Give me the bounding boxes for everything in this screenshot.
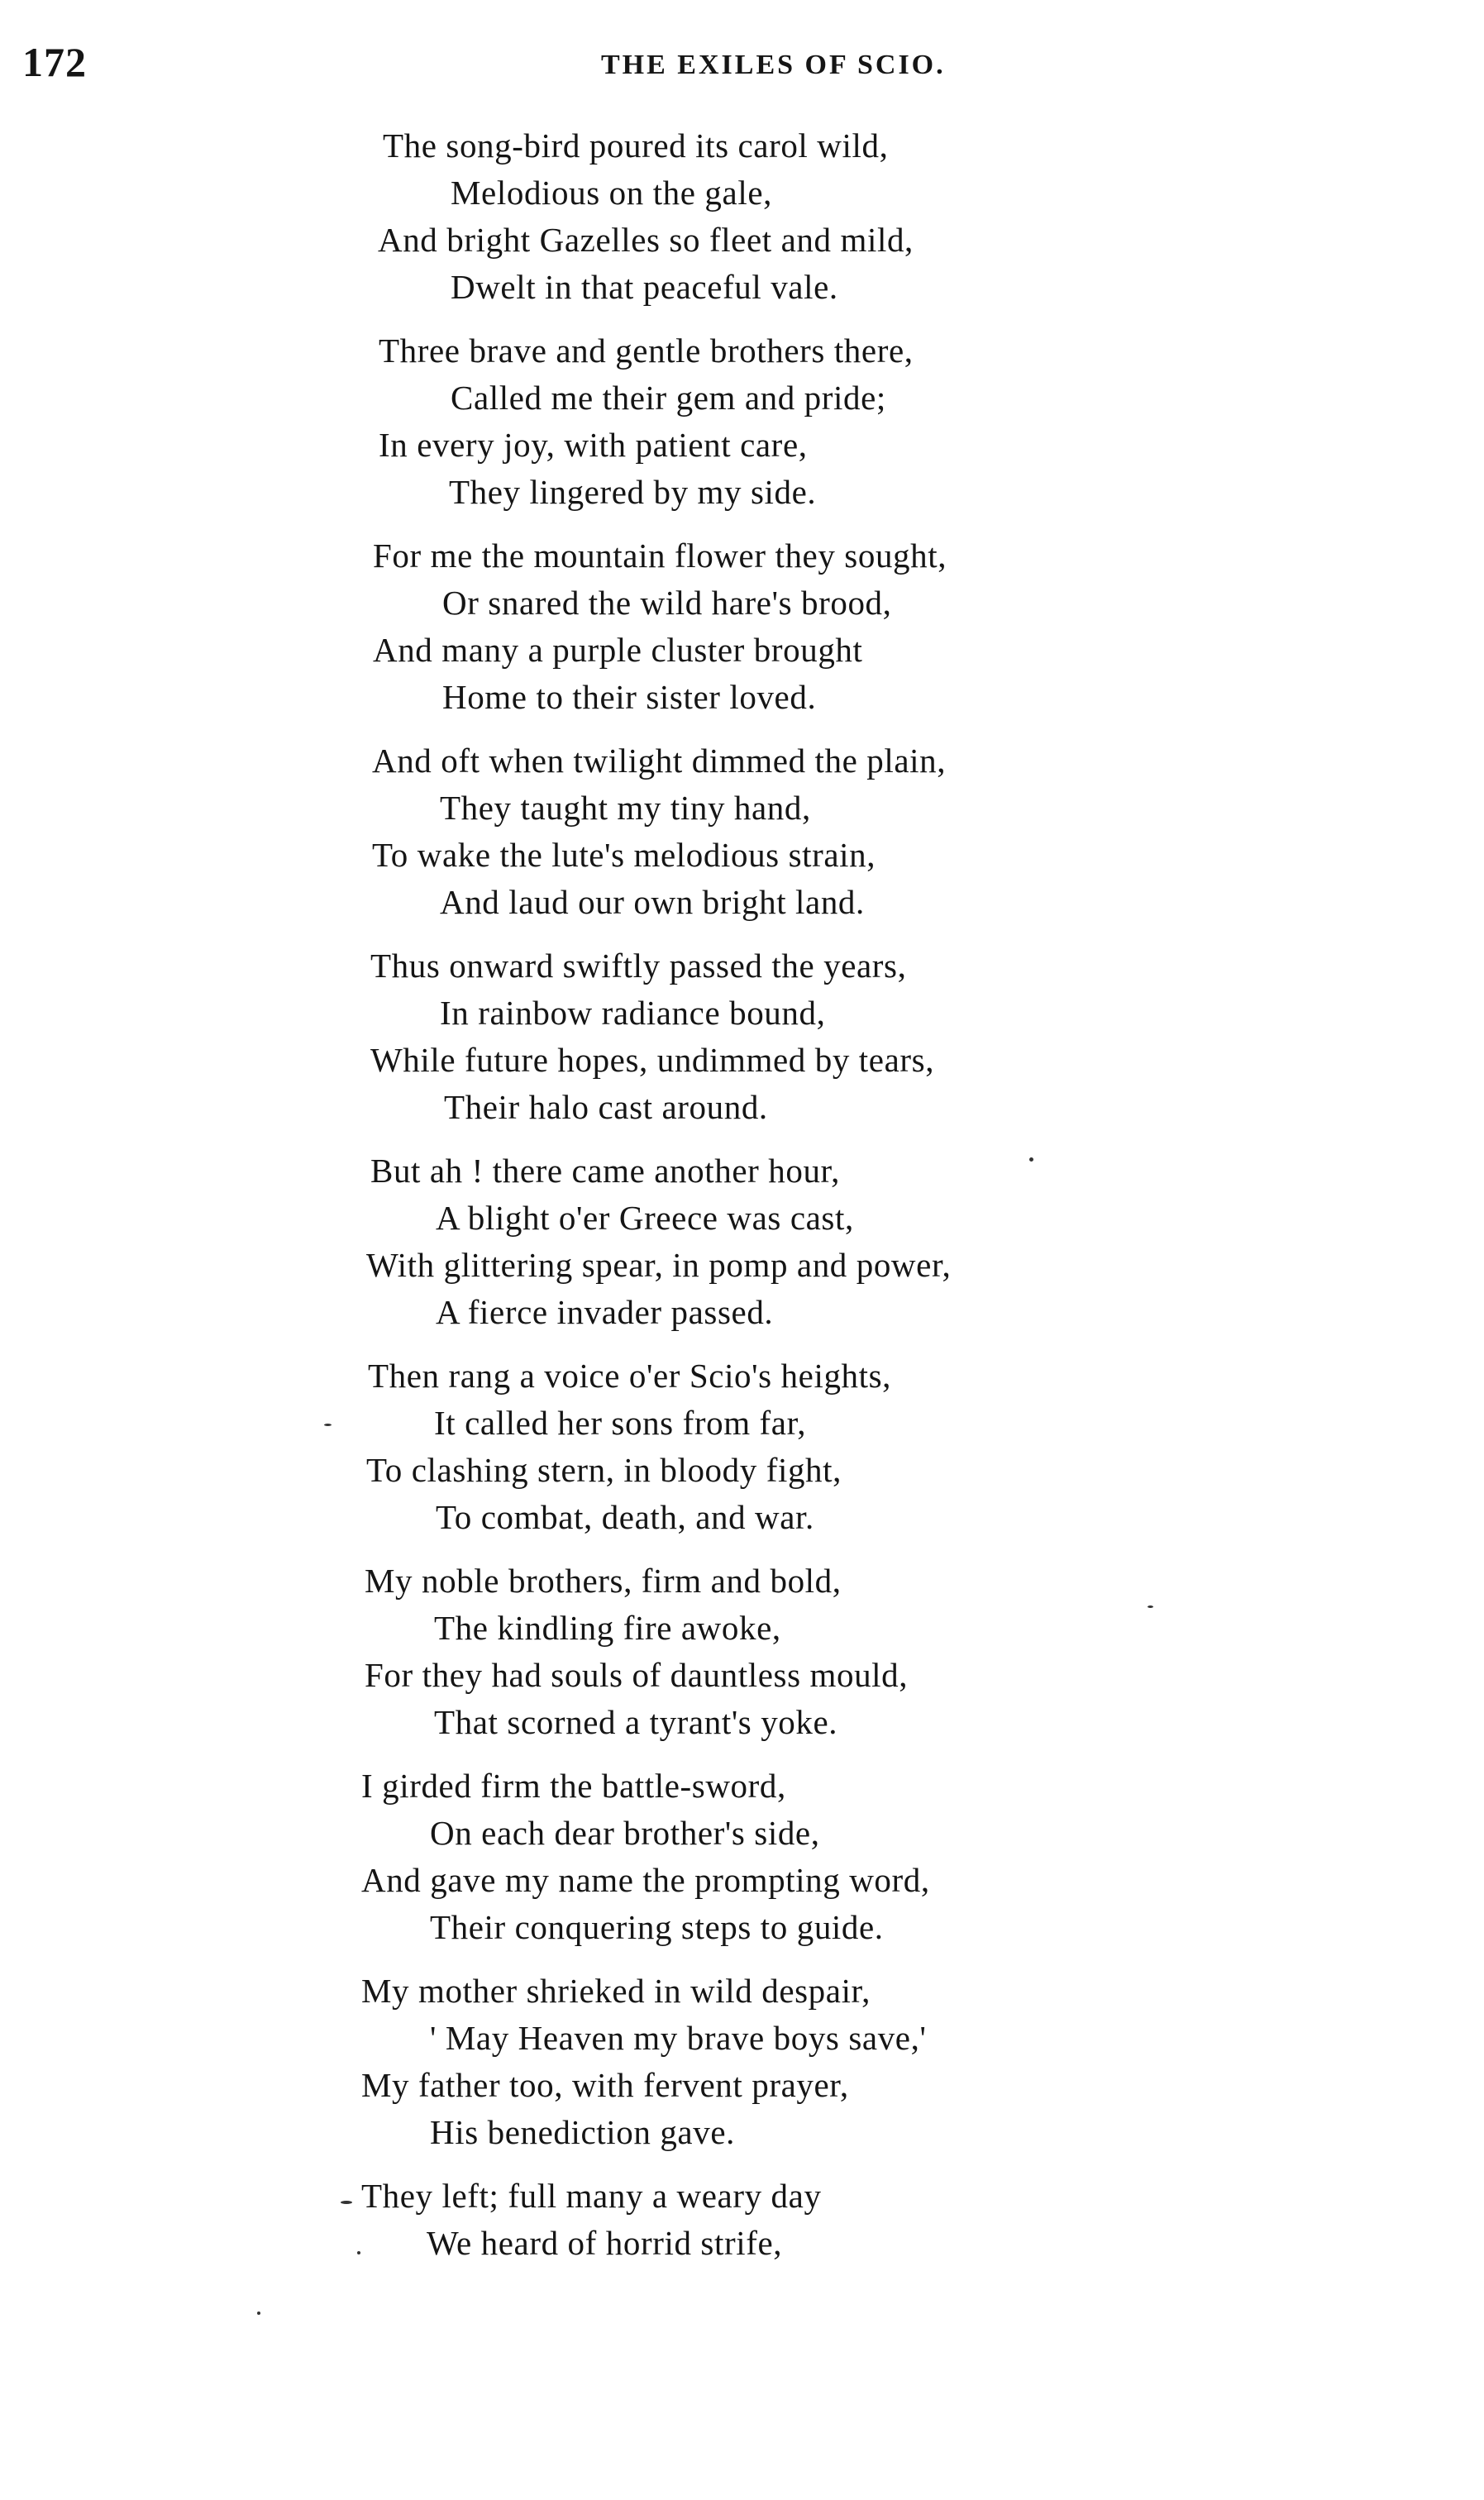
stanza: [0, 122, 1484, 311]
poem-line: A blight o'er Greece was cast,: [436, 1199, 854, 1237]
poem-line: Then rang a voice o'er Scio's heights,: [368, 1357, 892, 1395]
poem-line: For me the mountain flower they sought,: [373, 537, 947, 575]
print-speck: [1148, 1605, 1153, 1608]
poem-line: They lingered by my side.: [449, 473, 817, 511]
poem-line: Their conquering steps to guide.: [430, 1908, 884, 1946]
stanza: [0, 737, 1484, 926]
poem-line: On each dear brother's side,: [430, 1814, 820, 1852]
stanza: [0, 1353, 1484, 1541]
poem-line: ' May Heaven my brave boys save,': [430, 2019, 927, 2057]
poem-line: The kindling fire awoke,: [434, 1609, 781, 1647]
poem-line: The song-bird poured its carol wild,: [383, 126, 889, 165]
poem-line: To clashing stern, in bloody fight,: [366, 1451, 842, 1489]
stanza: [0, 327, 1484, 516]
poem-line: That scorned a tyrant's yoke.: [434, 1703, 838, 1741]
page-number: 172: [22, 39, 87, 85]
stanza: [0, 1968, 1484, 2156]
stanza: [0, 1147, 1484, 1336]
poem-line: And gave my name the prompting word,: [361, 1861, 930, 1899]
poem-line: To combat, death, and war.: [436, 1498, 814, 1536]
poem-line: But ah ! there came another hour,: [370, 1152, 841, 1190]
poem-line: In rainbow radiance bound,: [440, 994, 826, 1032]
poem-line: A fierce invader passed.: [436, 1293, 774, 1331]
poem-line: I girded firm the battle-sword,: [361, 1767, 786, 1805]
poem-line: To wake the lute's melodious strain,: [372, 836, 876, 874]
poem-line: My mother shrieked in wild despair,: [361, 1972, 871, 2010]
stanza: [0, 1763, 1484, 1951]
poem-line: We heard of horrid strife,: [427, 2224, 783, 2262]
stanza: [0, 2173, 1484, 2267]
print-speck: [257, 2312, 260, 2315]
poem-line: His benediction gave.: [430, 2113, 735, 2151]
poem-line: For they had souls of dauntless mould,: [365, 1656, 909, 1694]
stanza: [0, 1558, 1484, 1746]
poem-body: [0, 122, 1484, 2283]
poem-line: Melodious on the gale,: [451, 174, 772, 212]
poem-line: Three brave and gentle brothers there,: [379, 332, 914, 370]
stanza: [0, 942, 1484, 1131]
poem-line: And many a purple cluster brought: [373, 631, 863, 669]
poem-line: In every joy, with patient care,: [379, 426, 808, 464]
poem-line: And oft when twilight dimmed the plain,: [372, 742, 947, 780]
stanza: [0, 532, 1484, 721]
print-speck: [1029, 1157, 1033, 1162]
poem-line: My noble brothers, firm and bold,: [365, 1562, 842, 1600]
poem-line: They left; full many a weary day: [361, 2177, 822, 2215]
poem-line: Their halo cast around.: [444, 1088, 768, 1126]
poem-line: Home to their sister loved.: [442, 678, 817, 716]
poem-line: And bright Gazelles so fleet and mild,: [378, 221, 914, 259]
print-speck: [357, 2251, 360, 2254]
page-header: [0, 38, 1484, 96]
poem-line: And laud our own bright land.: [440, 883, 865, 921]
poem-line: It called her sons from far,: [434, 1404, 807, 1442]
poem-line: Dwelt in that peaceful vale.: [451, 268, 838, 306]
poem-line: With glittering spear, in pomp and power,: [366, 1246, 952, 1284]
poem-line: They taught my tiny hand,: [440, 789, 811, 827]
poem-line: Thus onward swiftly passed the years,: [370, 947, 907, 985]
poem-line: While future hopes, undimmed by tears,: [370, 1041, 935, 1079]
poem-line: Or snared the wild hare's brood,: [442, 584, 892, 622]
running-title: THE EXILES OF SCIO.: [601, 50, 946, 80]
poem-line: Called me their gem and pride;: [451, 379, 886, 417]
print-speck: [324, 1424, 332, 1426]
poem-line: My father too, with fervent prayer,: [361, 2066, 849, 2104]
print-speck: [341, 2201, 352, 2204]
